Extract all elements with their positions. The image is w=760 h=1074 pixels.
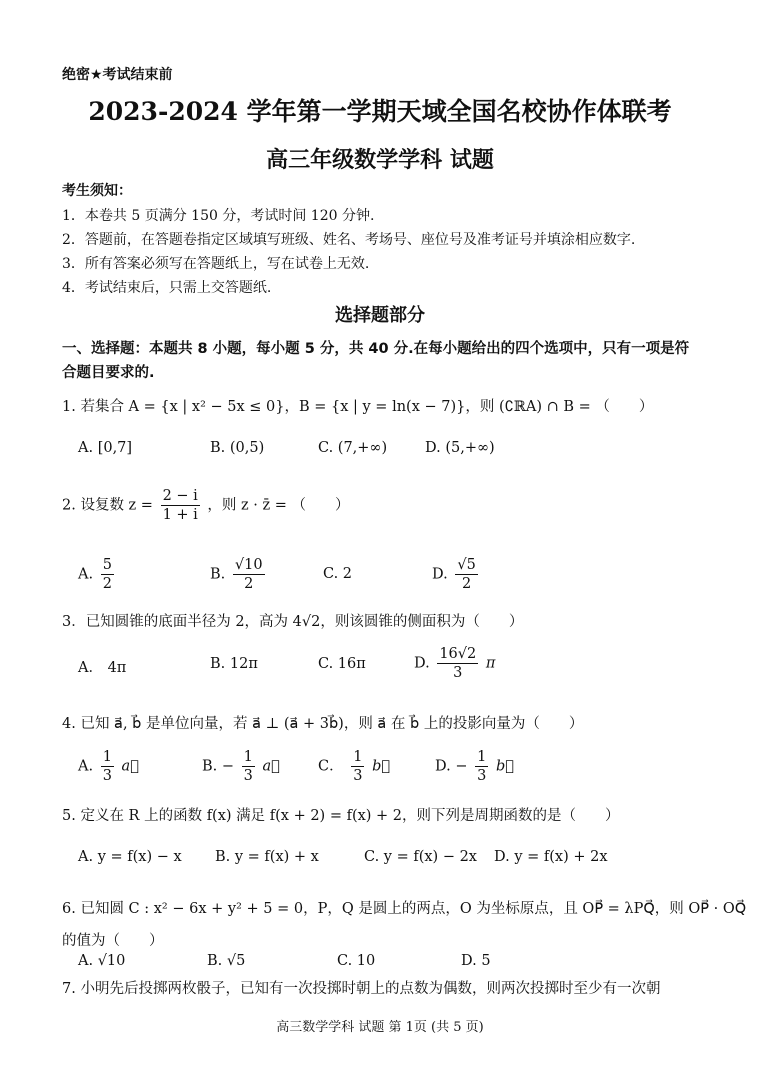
question-2-option-c: C. 2 <box>323 566 353 582</box>
option-fraction <box>101 748 114 785</box>
question-3-stem: 3．已知圆锥的底面半径为 2，高为 4√2，则该圆锥的侧面积为（ ） <box>62 614 524 630</box>
question-1-option-b: B. (0,5) <box>210 440 265 456</box>
option-vector: a⃗ <box>121 758 139 775</box>
fraction-numerator: 1 <box>102 749 112 765</box>
question-2-option-b <box>210 556 268 593</box>
question-4-option-c <box>318 748 390 785</box>
question-1-option-a: A. [0,7] <box>78 440 133 456</box>
option-label: D. <box>432 566 448 583</box>
question-5-stem: 5. 定义在 R 上的函数 f(x) 满足 f(x + 2) = f(x) + 2，则下列是周期函数的是（ ） <box>62 808 620 824</box>
fraction-denominator: 3 <box>353 768 363 784</box>
fraction-numerator: 2 − i <box>162 488 198 504</box>
option-label: B. − <box>202 758 235 775</box>
section-instruction-cont: 合题目要求的. <box>62 365 155 381</box>
question-1-option-d: D. (5,+∞) <box>425 440 495 456</box>
question-5-option-d: D. y = f(x) + 2x <box>494 849 608 865</box>
option-vector: b⃗ <box>495 758 514 775</box>
question-2-stem <box>62 487 350 524</box>
option-vector: b⃗ <box>372 758 391 775</box>
option-label: D. − <box>435 758 468 775</box>
fraction-denominator: 3 <box>477 768 487 784</box>
question-2-suffix: ，则 z · z̄ = （ ） <box>207 497 350 514</box>
fraction-numerator: 1 <box>243 749 253 765</box>
question-3-option-d <box>414 645 495 682</box>
section-instruction: 一、选择题：本题共 8 小题，每小题 5 分，共 40 分.在每小题给出的四个选项中，只有一项是符 <box>62 341 690 357</box>
question-4-stem: 4. 已知 a⃗, b⃗ 是单位向量，若 a⃗ ⊥ (a⃗ + 3b⃗)，则 a⃗ 在 b⃗ 上的投影向量为（ ） <box>62 716 584 732</box>
fraction-denominator: 3 <box>102 768 112 784</box>
question-1-option-c: C. (7,+∞) <box>318 440 388 456</box>
notice-item: 1．本卷共 5 页满分 150 分，考试时间 120 分钟. <box>62 208 375 224</box>
question-5-option-b: B. y = f(x) + x <box>215 849 319 865</box>
confidential-label: 绝密★考试结束前 <box>62 67 173 83</box>
option-fraction <box>101 556 114 593</box>
page-footer: 高三数学学科 试题 第 1页 (共 5 页) <box>276 1020 484 1035</box>
question-3-option-c: C. 16π <box>318 656 366 672</box>
fraction-numerator: 16√2 <box>439 646 477 662</box>
question-3-option-b: B. 12π <box>210 656 258 672</box>
fraction-numerator: √5 <box>457 557 476 573</box>
question-2-fraction <box>161 487 200 524</box>
option-label: A. <box>78 758 94 775</box>
question-6-option-a: A. √10 <box>78 953 126 969</box>
question-6-option-d: D. 5 <box>461 953 491 969</box>
question-5-option-c: C. y = f(x) − 2x <box>364 849 477 865</box>
fraction-denominator: 2 <box>244 576 254 592</box>
fraction-denominator: 2 <box>102 576 112 592</box>
option-fraction <box>351 748 364 785</box>
question-1-stem: 1. 若集合 A = {x | x² − 5x ≤ 0}，B = {x | y = ln(x − 7)}，则 (∁ℝA) ∩ B = （ ） <box>62 399 654 415</box>
question-7-stem: 7. 小明先后投掷两枚骰子，已知有一次投掷时朝上的点数为偶数，则两次投掷时至少有一次朝 <box>62 981 661 997</box>
question-2-option-a <box>78 556 117 593</box>
option-fraction <box>233 556 265 593</box>
option-fraction <box>475 748 488 785</box>
section-title: 选择题部分 <box>335 305 425 326</box>
question-5-option-a: A. y = f(x) − x <box>78 849 182 865</box>
question-6-stem: 6. 已知圆 C : x² − 6x + y² + 5 = 0，P，Q 是圆上的两点，O 为坐标原点，且 OP⃗ = λPQ⃗，则 OP⃗ · OQ⃗ <box>62 901 747 917</box>
option-fraction <box>455 556 477 593</box>
fraction-denominator: 2 <box>461 576 472 592</box>
notice-heading: 考生须知： <box>62 183 132 199</box>
fraction-numerator: 1 <box>477 749 487 765</box>
fraction-numerator: 1 <box>353 749 363 765</box>
question-2-prefix: 2. 设复数 z = <box>62 497 153 514</box>
question-6-stem-cont: 的值为（ ） <box>62 933 164 949</box>
question-4-option-b <box>202 748 280 785</box>
notice-item: 2．答题前，在答题卷指定区域填写班级、姓名、考场号、座位号及准考证号并填涂相应数字. <box>62 232 636 248</box>
exam-subtitle: 高三年级数学学科 试题 <box>266 147 494 173</box>
option-label: B. <box>210 566 226 583</box>
fraction-denominator: 1 + i <box>162 507 198 523</box>
exam-title: 2023-2024 学年第一学期天域全国名校协作体联考 <box>88 97 672 126</box>
option-suffix: π <box>485 655 496 672</box>
question-4-option-d <box>435 748 514 785</box>
fraction-numerator: √10 <box>234 557 263 573</box>
question-6-option-c: C. 10 <box>337 953 376 969</box>
fraction-denominator: 3 <box>243 768 253 784</box>
fraction-denominator: 3 <box>453 665 463 681</box>
option-label: D. <box>414 655 430 672</box>
option-label: C． <box>318 758 344 775</box>
fraction-numerator: 5 <box>102 557 112 573</box>
option-fraction <box>242 748 255 785</box>
option-fraction <box>437 645 478 682</box>
question-2-option-d <box>432 556 481 593</box>
notice-item: 4．考试结束后，只需上交答题纸. <box>62 280 272 296</box>
option-label: A. <box>78 566 94 583</box>
question-4-option-a <box>78 748 139 785</box>
notice-item: 3．所有答案必须写在答题纸上，写在试卷上无效. <box>62 256 370 272</box>
question-6-option-b: B. √5 <box>207 953 246 969</box>
question-3-option-a: A． 4π <box>78 660 127 676</box>
option-vector: a⃗ <box>262 758 280 775</box>
